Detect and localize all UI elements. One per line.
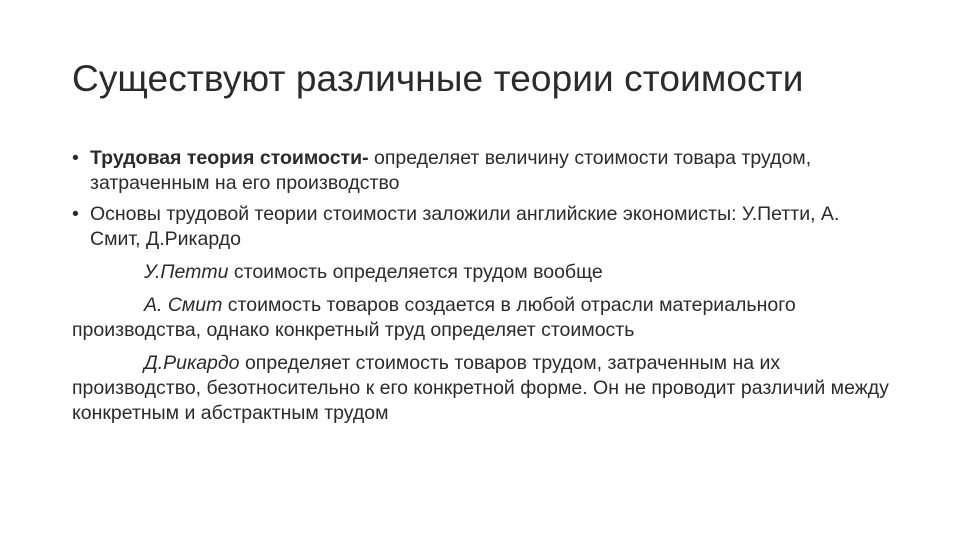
bullet-icon: • (72, 147, 79, 169)
bullet-term: Трудовая теория стоимости- (90, 147, 369, 169)
paragraph-smith (72, 293, 892, 343)
paragraph-text: стоимость определяется трудом вообще (228, 261, 603, 283)
economist-name: У.Петти (144, 261, 229, 283)
paragraph-text: определяет стоимость товаров трудом, затраченным на их производство, безотносительно к его конкретной форме. Он не проводит различий между конкретным и абстрактным трудом (72, 352, 889, 424)
slide-content (72, 146, 892, 426)
paragraph-ricardo (72, 351, 892, 426)
bullet-definition: определяет величину стоимости товара трудом, затраченным на его производство (90, 147, 812, 194)
bullet-icon: • (72, 203, 79, 225)
bullet-text: Основы трудовой теории стоимости заложили английские экономисты: У.Петти, А. Смит, Д.Рикардо (90, 203, 840, 250)
paragraph-text: стоимость товаров создается в любой отрасли материального производства, однако конкретный труд определяет стоимость (72, 294, 796, 341)
economist-name: Д.Рикардо (144, 352, 240, 374)
economist-name: А. Смит (144, 294, 223, 316)
paragraph-petty (72, 260, 892, 285)
bullet-item-labor-theory (72, 146, 892, 196)
bullet-item-founders (72, 202, 892, 252)
slide-title: Существуют различные теории стоимости (72, 58, 804, 99)
